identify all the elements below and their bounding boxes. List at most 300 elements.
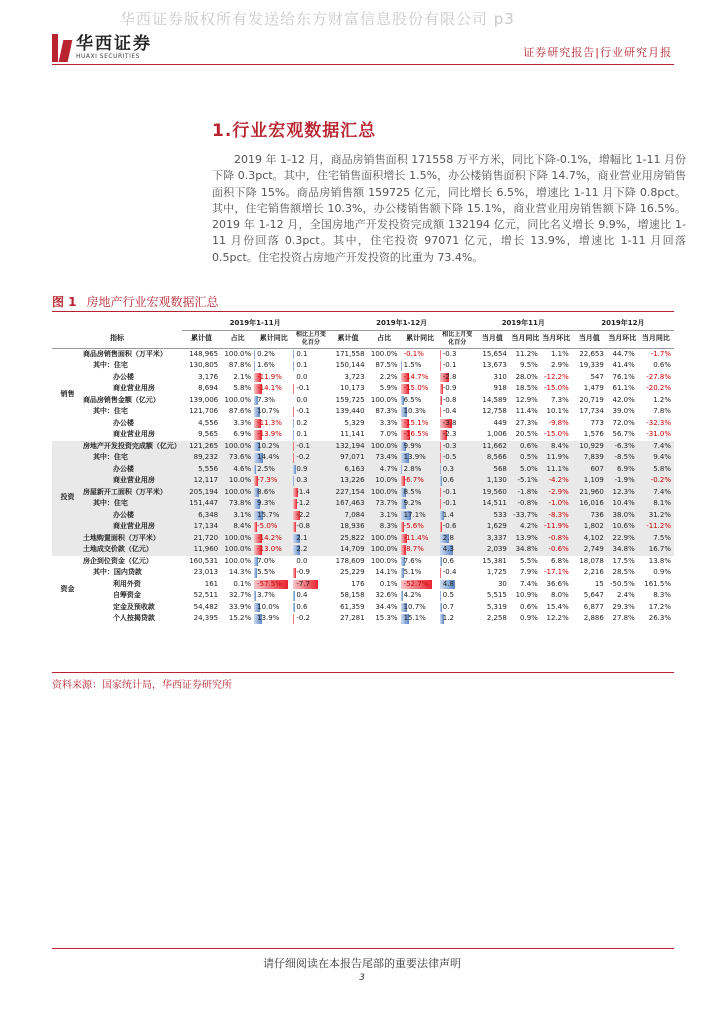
table-cell: [440, 418, 475, 430]
table-cell: [401, 533, 440, 545]
table-cell: 31.2%: [638, 510, 674, 522]
table-cell: [401, 418, 440, 430]
table-row: [52, 360, 674, 372]
cell-value: 0.5: [442, 591, 454, 599]
table-cell: [440, 510, 475, 522]
cell-value: 10.7%: [403, 602, 426, 611]
table-cell: 2,258: [486, 614, 507, 622]
cell-data-bar: [440, 557, 442, 567]
table-cell: 3.1%: [368, 510, 401, 522]
table-cell: -2.9%: [541, 487, 572, 499]
table-cell: -8.5%: [607, 452, 638, 464]
table-cell: 6.9%: [607, 464, 638, 476]
cell-value: 0.0: [296, 372, 308, 381]
table-cell: 100.0%: [370, 556, 398, 565]
table-cell: 5.9%: [379, 384, 398, 392]
table-cell: 15.2%: [228, 614, 252, 622]
table-row: [52, 372, 674, 384]
cell-data-bar: [440, 568, 441, 578]
table-cell: -4.2%: [541, 475, 572, 487]
cell-data-bar: [293, 476, 294, 486]
table-cell: 100.0%: [224, 556, 252, 565]
table-cell: 7.4%: [520, 579, 538, 588]
table-cell: [254, 383, 293, 395]
table-cell: 30: [497, 579, 507, 588]
table-cell: 20.5%: [515, 430, 538, 438]
table-cell: [440, 383, 475, 395]
cell-value: 4.2%: [403, 591, 422, 599]
table-cell: [254, 395, 293, 407]
column-header: 当月同比: [641, 334, 670, 343]
column-header: 当月环比: [608, 334, 637, 343]
row-label: 商业营业用房: [83, 475, 182, 487]
table-cell: [293, 395, 328, 407]
period-header-row: [52, 318, 674, 330]
row-label: 办公楼: [112, 418, 134, 427]
column-header: 占比: [230, 334, 245, 343]
table-cell: [293, 487, 328, 499]
table-cell: 12.3%: [607, 487, 638, 499]
table-cell: 3.3%: [379, 418, 398, 427]
company-logo: [52, 34, 152, 62]
table-cell: [401, 372, 440, 384]
table-cell: [254, 602, 293, 614]
cell-value: 0.2%: [257, 349, 275, 358]
cell-data-bar: [293, 419, 294, 429]
cell-value: -13.9%: [257, 430, 282, 438]
table-row: [52, 464, 674, 476]
table-cell: 13,673: [482, 361, 507, 369]
table-cell: 160,531: [189, 556, 219, 565]
cell-value: -52.7%: [403, 579, 429, 588]
cell-value: -16.5%: [403, 430, 429, 438]
group-label: 资金: [60, 585, 75, 594]
table-cell: [401, 487, 440, 499]
table-cell: 33.9%: [228, 602, 252, 611]
cell-value: -0.5: [442, 453, 457, 461]
cell-value: 8.6%: [257, 487, 275, 496]
table-cell: 167,463: [328, 498, 367, 510]
table-cell: [293, 348, 328, 360]
table-cell: 161.5%: [644, 579, 671, 588]
header-corner: [52, 318, 182, 330]
cell-value: -3.8: [442, 418, 457, 427]
table-row: [52, 452, 674, 464]
table-cell: 6,163: [328, 464, 367, 476]
table-cell: 73.8%: [221, 498, 254, 510]
cell-value: 2.8: [442, 533, 454, 542]
table-cell: 26.3%: [648, 614, 671, 622]
table-cell: 918: [493, 384, 507, 392]
period-header: 2019年11月: [475, 318, 572, 330]
cell-value: 0.1: [296, 361, 308, 369]
cell-value: 0.0: [296, 556, 308, 565]
cell-value: -57.5%: [257, 579, 282, 588]
table-cell: 11,662: [475, 441, 510, 453]
table-cell: 61.1%: [612, 384, 635, 392]
cell-value: 7.6%: [403, 556, 422, 565]
table-cell: 773: [590, 418, 604, 427]
table-cell: 161: [204, 579, 219, 588]
table-cell: [440, 567, 475, 579]
cell-value: -6.7%: [403, 476, 424, 484]
table-cell: [254, 464, 293, 476]
table-cell: [401, 602, 440, 614]
row-label: 商业营业用房: [83, 521, 182, 533]
table-cell: 0.9%: [653, 568, 671, 576]
table-cell: 3,723: [344, 372, 365, 381]
cell-data-bar: [293, 603, 295, 613]
table-row: [52, 395, 674, 407]
table-cell: 10.9%: [515, 591, 538, 599]
table-row: [52, 602, 674, 614]
table-cell: 176: [351, 579, 365, 588]
table-cell: [401, 613, 440, 625]
table-cell: [401, 360, 440, 372]
table-cell: 205,194: [182, 487, 221, 499]
table-cell: 1,576: [583, 430, 604, 438]
table-cell: 2.4%: [616, 591, 635, 599]
table-cell: 6.9%: [233, 430, 252, 438]
table-cell: 12.9%: [515, 395, 538, 404]
table-cell: [293, 521, 328, 533]
table-cell: 100.0%: [221, 533, 254, 545]
table-cell: 3,337: [475, 533, 510, 545]
table-cell: [401, 590, 440, 602]
table-cell: [440, 544, 475, 556]
cell-value: -0.1: [442, 361, 457, 369]
period-header: 2019年12月: [572, 318, 674, 330]
cell-value: -2.8: [442, 372, 457, 381]
cell-data-bar: [440, 453, 442, 463]
cell-value: 1.2: [442, 614, 454, 622]
table-cell: 1.1%: [550, 349, 569, 358]
table-cell: 87.5%: [375, 361, 398, 369]
cell-value: -7.3%: [257, 476, 278, 484]
table-cell: 22,653: [579, 349, 604, 358]
table-cell: 2.2%: [379, 372, 398, 381]
table-cell: 87.8%: [228, 361, 252, 369]
cell-value: 5.5%: [257, 568, 275, 576]
table-cell: [401, 429, 440, 441]
cell-value: 0.1: [296, 430, 308, 438]
table-cell: [440, 487, 475, 499]
table-cell: 21,720: [182, 533, 221, 545]
table-cell: 100.0%: [224, 349, 252, 358]
table-row: [52, 418, 674, 430]
table-cell: 34.8%: [607, 544, 638, 556]
cell-value: -0.3: [442, 441, 457, 450]
table-cell: 7.3%: [550, 395, 569, 404]
column-header: 占比: [377, 334, 392, 343]
column-header: 指标: [109, 334, 124, 342]
table-cell: 32.6%: [375, 591, 398, 599]
cell-value: 8.5%: [403, 487, 422, 496]
table-cell: 87.6%: [228, 407, 252, 415]
table-cell: -12.2%: [544, 372, 569, 381]
table-cell: 100.0%: [370, 349, 398, 358]
table-cell: [401, 510, 440, 522]
period-header: 2019年1-11月: [182, 318, 328, 330]
table-cell: -33.7%: [510, 510, 541, 522]
table-cell: [440, 395, 475, 407]
table-cell: 121,706: [189, 407, 219, 415]
cell-data-bar: [440, 407, 441, 417]
table-cell: [440, 590, 475, 602]
table-cell: [401, 406, 440, 418]
table-cell: 0.6%: [520, 602, 538, 611]
table-cell: 449: [493, 418, 507, 427]
cell-value: 0.6: [296, 602, 308, 611]
table-cell: [440, 464, 475, 476]
table-row: [52, 348, 674, 360]
cell-value: -0.6: [442, 522, 457, 530]
cell-value: -5.0%: [257, 522, 278, 530]
table-cell: 100.0%: [368, 544, 401, 556]
table-cell: 7.0%: [379, 430, 398, 438]
table-cell: 12.2%: [546, 614, 569, 622]
cell-value: -0.3: [442, 349, 457, 358]
table-cell: 19,560: [475, 487, 510, 499]
table-cell: [401, 544, 440, 556]
cell-value: 7.0%: [257, 556, 275, 565]
table-cell: 15: [594, 579, 604, 588]
table-cell: [401, 452, 440, 464]
table-cell: 10.1%: [546, 407, 569, 415]
cell-value: -7.7: [296, 579, 310, 588]
table-cell: 14,589: [482, 395, 507, 404]
table-cell: 8.1%: [638, 498, 674, 510]
table-cell: -50.5%: [610, 579, 635, 588]
table-cell: 100.0%: [368, 487, 401, 499]
table-cell: 100.0%: [224, 395, 252, 404]
cell-value: -0.9: [296, 568, 310, 576]
table-cell: [254, 360, 293, 372]
table-cell: [293, 510, 328, 522]
table-cell: 0.1%: [379, 579, 398, 588]
table-cell: 2.9%: [550, 361, 569, 369]
table-row: [52, 487, 674, 499]
table-cell: [293, 579, 328, 591]
cell-value: -14.2%: [257, 533, 282, 542]
cell-value: -0.1%: [403, 349, 424, 358]
table-cell: [254, 521, 293, 533]
cell-value: 0.1: [296, 349, 308, 358]
table-cell: [440, 441, 475, 453]
table-cell: 13,226: [328, 475, 367, 487]
table-cell: -0.8%: [510, 498, 541, 510]
cell-value: 13.9%: [403, 453, 426, 461]
row-label: 自筹资金: [112, 591, 141, 599]
header-divider: [52, 64, 674, 65]
table-cell: [401, 579, 440, 591]
column-header: 当月值: [481, 334, 503, 343]
table-cell: 100.0%: [368, 441, 401, 453]
cell-value: -0.4: [442, 568, 457, 576]
cell-data-bar: [440, 396, 443, 406]
table-cell: -20.2%: [646, 384, 671, 392]
logo-text-en: HUAXI SECURITIES: [76, 53, 140, 60]
table-cell: 97,071: [328, 452, 367, 464]
table-cell: 16,016: [572, 498, 607, 510]
table-cell: [293, 464, 328, 476]
cell-value: -0.1: [296, 384, 310, 392]
table-cell: 2,039: [475, 544, 510, 556]
table-cell: 607: [572, 464, 607, 476]
table-cell: 13.9%: [510, 533, 541, 545]
cell-value: 0.4: [296, 591, 308, 599]
table-cell: [293, 452, 328, 464]
figure-number: 图 1: [52, 295, 77, 309]
cell-value: -2.2: [296, 510, 310, 519]
table-cell: -1.7%: [650, 349, 671, 358]
table-cell: -15.0%: [544, 430, 569, 438]
table-cell: -8.3%: [541, 510, 572, 522]
table-cell: 0.1%: [233, 579, 252, 588]
cell-value: -0.1: [442, 487, 457, 496]
table-cell: [440, 602, 475, 614]
table-cell: [401, 348, 440, 360]
cell-data-bar: [401, 591, 403, 601]
table-cell: [440, 406, 475, 418]
table-cell: 21,960: [572, 487, 607, 499]
table-cell: [254, 487, 293, 499]
table-cell: 6,348: [182, 510, 221, 522]
column-header: 当月同比: [511, 334, 540, 343]
table-cell: [254, 613, 293, 625]
table-cell: 1,629: [475, 521, 510, 533]
table-cell: 159,725: [335, 395, 365, 404]
table-cell: 4,556: [198, 418, 219, 427]
cell-value: -8.7%: [403, 545, 424, 553]
cell-value: -13.0%: [257, 545, 282, 553]
table-cell: [401, 498, 440, 510]
table-cell: [440, 533, 475, 545]
table-row: [52, 544, 674, 556]
table-cell: 38.0%: [607, 510, 638, 522]
table-cell: 11,960: [182, 544, 221, 556]
cell-value: 10.3%: [403, 407, 426, 415]
table-cell: 7.5%: [638, 533, 674, 545]
table-cell: 0.6%: [653, 361, 671, 369]
row-label: 个人按揭贷款: [112, 614, 155, 622]
table-cell: [440, 429, 475, 441]
table-cell: 17.2%: [648, 602, 671, 611]
table-cell: 1.2%: [653, 395, 671, 404]
table-cell: [254, 510, 293, 522]
table-cell: [254, 372, 293, 384]
table-cell: 5.8%: [233, 384, 252, 392]
table-cell: [293, 383, 328, 395]
cell-data-bar: [254, 591, 256, 601]
cell-value: 4.8: [442, 579, 454, 588]
table-cell: 4.7%: [368, 464, 401, 476]
table-cell: 1,006: [486, 430, 507, 438]
cell-value: 6.5%: [403, 395, 422, 404]
row-label: 办公楼: [112, 372, 134, 381]
watermark: 华西证券版权所有发送给东方财富信息股份有限公司 p3: [120, 10, 515, 28]
table-cell: [254, 533, 293, 545]
row-label: 商业营业用房: [112, 430, 155, 438]
table-cell: 9.5%: [520, 361, 538, 369]
table-cell: -0.8%: [541, 533, 572, 545]
table-cell: 547: [590, 372, 604, 381]
table-cell: 171,558: [335, 349, 365, 358]
table-cell: 100.0%: [221, 441, 254, 453]
table-cell: 39.0%: [612, 407, 635, 415]
table-cell: 44.7%: [612, 349, 635, 358]
table-cell: 61,359: [340, 602, 365, 611]
table-cell: 5.0%: [510, 464, 541, 476]
table-cell: 310: [493, 372, 507, 381]
cell-value: 0.2: [296, 418, 308, 427]
table-cell: 89,232: [182, 452, 221, 464]
cell-value: 3.7%: [257, 591, 275, 599]
logo-icon: [52, 34, 70, 62]
table-cell: 5,319: [486, 602, 507, 611]
table-cell: 87.3%: [375, 407, 398, 415]
table-row: [52, 510, 674, 522]
table-cell: 4,102: [572, 533, 607, 545]
table-cell: 8.4%: [221, 521, 254, 533]
row-label: 其中：国内贷款: [92, 568, 142, 576]
table-cell: [293, 441, 328, 453]
table-cell: 132,194: [328, 441, 367, 453]
table-cell: 9,565: [198, 430, 219, 438]
table-cell: [293, 544, 328, 556]
table-cell: 11,141: [340, 430, 365, 438]
table-cell: 10,929: [572, 441, 607, 453]
table-cell: 100.0%: [221, 544, 254, 556]
cell-value: 0.6: [442, 556, 454, 565]
cell-value: 9.3%: [257, 499, 275, 507]
table-cell: 32.7%: [228, 591, 252, 599]
table-cell: 12,758: [482, 407, 507, 415]
table-cell: [293, 590, 328, 602]
table-cell: 8.4%: [541, 441, 572, 453]
cell-data-bar: [440, 522, 442, 532]
table-row: [52, 567, 674, 579]
table-cell: -15.0%: [544, 384, 569, 392]
table-cell: 11.4%: [515, 407, 538, 415]
table-cell: 178,609: [335, 556, 365, 565]
cell-data-bar: [401, 361, 402, 371]
table-row: [52, 498, 674, 510]
table-row: [52, 406, 674, 418]
table-cell: [254, 498, 293, 510]
table-cell: 20,719: [579, 395, 604, 404]
table-cell: 7,084: [328, 510, 367, 522]
table-cell: 2,886: [583, 614, 604, 622]
table-cell: 11.1%: [541, 464, 572, 476]
table-cell: 27.3%: [515, 418, 538, 427]
cell-data-bar: [440, 442, 441, 452]
row-label: 房地产开发投资完成额（亿元）: [83, 441, 182, 453]
table-cell: 34.8%: [510, 544, 541, 556]
table-row: [52, 441, 674, 453]
cell-value: 13.9%: [257, 614, 280, 622]
cell-value: 2.1: [296, 533, 308, 542]
table-cell: 8,694: [198, 384, 219, 392]
column-header: 当月环比: [542, 334, 571, 343]
table-cell: 150,144: [335, 361, 365, 369]
cell-value: -11.4%: [403, 533, 429, 542]
table-cell: -17.1%: [544, 568, 569, 576]
table-row: [52, 533, 674, 545]
table-cell: [401, 383, 440, 395]
table-cell: 23,013: [193, 568, 219, 576]
table-row: [52, 429, 674, 441]
